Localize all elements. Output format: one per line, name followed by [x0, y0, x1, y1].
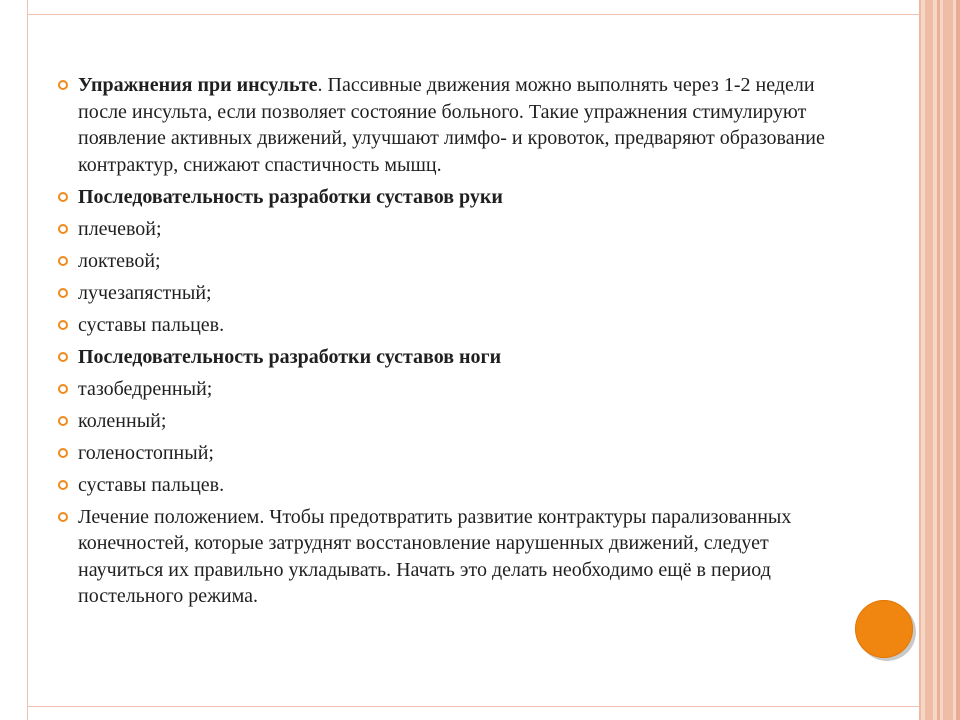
list-item: [58, 344, 848, 371]
item-text: голеностопный;: [78, 441, 214, 464]
bullet-circle-icon: [58, 416, 68, 426]
item-bold-text: Последовательность разработки суставов руки: [78, 185, 503, 208]
list-item: [58, 472, 848, 499]
bullet-circle-icon: [58, 288, 68, 298]
bullet-circle-icon: [58, 448, 68, 458]
item-text: локтевой;: [78, 249, 161, 272]
item-text: плечевой;: [78, 217, 162, 240]
orange-circle-decoration: [855, 600, 913, 658]
stripe: [943, 0, 953, 720]
list-item: [58, 216, 848, 243]
frame-top-line: [27, 14, 920, 15]
list-item: [58, 376, 848, 403]
item-bold-text: Последовательность разработки суставов ноги: [78, 345, 502, 368]
stripe: [956, 0, 960, 720]
item-bold-text: Упражнения при инсульте: [78, 74, 318, 96]
slide-content: [58, 72, 848, 615]
item-text: лучезапястный;: [78, 281, 212, 304]
stripe: [925, 0, 933, 720]
list-item: [58, 504, 848, 610]
bullet-circle-icon: [58, 384, 68, 394]
stripe: [937, 0, 940, 720]
list-item: [58, 440, 848, 467]
bullet-circle-icon: [58, 80, 68, 90]
item-text: Лечение положением. Чтобы предотвратить развитие контрактуры парализованных конечностей, которые затруднят восстановление нарушенных движений, следует научиться их правильно укладывать. Начать это делать необходимо ещё в период постельного режима.: [78, 505, 792, 607]
item-text: коленный;: [78, 409, 167, 432]
bullet-circle-icon: [58, 512, 68, 522]
list-item: [58, 280, 848, 307]
item-text: тазобедренный;: [78, 377, 213, 400]
bullet-circle-icon: [58, 256, 68, 266]
list-item: [58, 72, 848, 178]
bullet-list: [58, 72, 848, 610]
frame-bottom-line: [27, 706, 920, 707]
right-decorative-stripes: [921, 0, 960, 720]
list-item: [58, 184, 848, 211]
bullet-circle-icon: [58, 320, 68, 330]
frame-left-line: [27, 0, 28, 720]
list-item: [58, 312, 848, 339]
bullet-circle-icon: [58, 352, 68, 362]
item-text: суставы пальцев.: [78, 313, 225, 336]
bullet-circle-icon: [58, 192, 68, 202]
item-text: . Пассивные движения можно выполнять через 1-2 недели после инсульта, если позволяет состояние больного. Такие упражнения стимулируют появление активных движений, улучшают лимфо- и кровоток, предваряют образование контрактур, снижают спастичность мышц.: [78, 74, 825, 176]
bullet-circle-icon: [58, 224, 68, 234]
bullet-circle-icon: [58, 480, 68, 490]
list-item: [58, 408, 848, 435]
item-text: суставы пальцев.: [78, 473, 225, 496]
list-item: [58, 248, 848, 275]
